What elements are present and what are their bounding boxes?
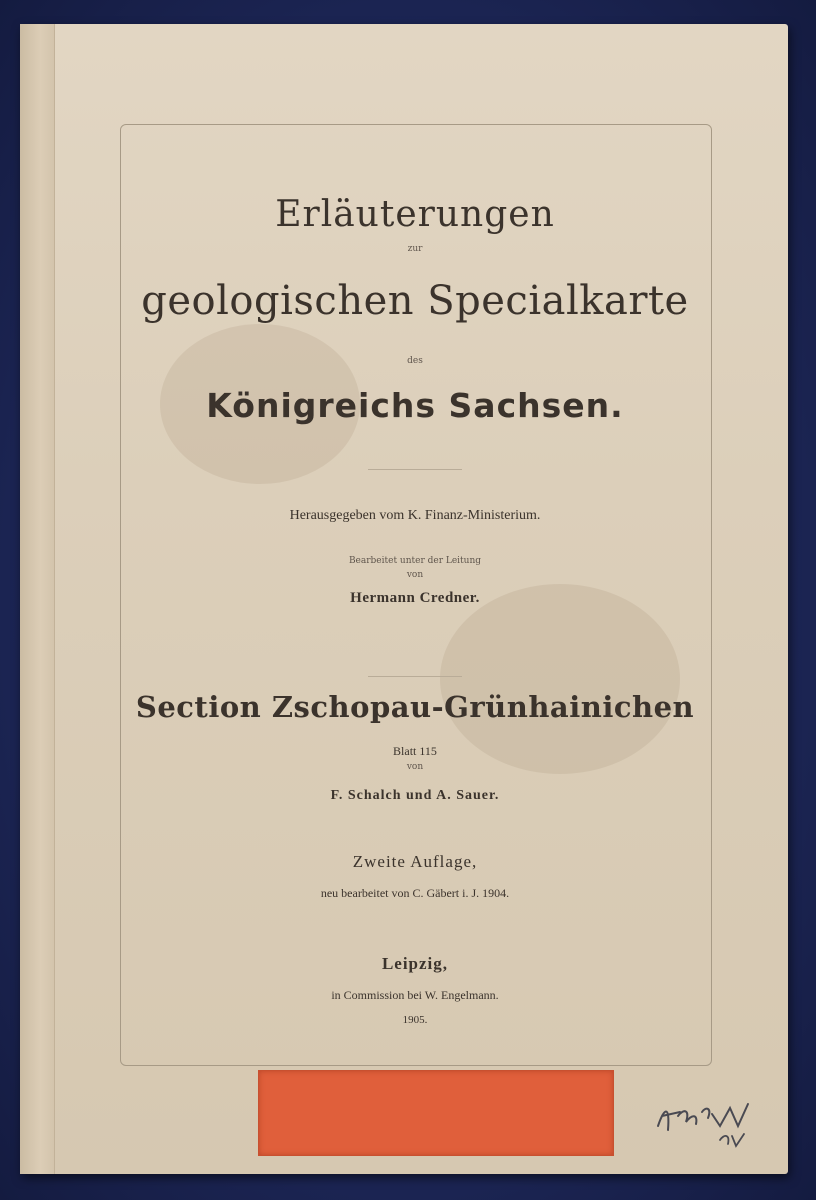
divider-rule [368, 676, 462, 677]
section-title: Section Zschopau-Grünhainichen [135, 690, 695, 724]
publication-year: 1905. [402, 1014, 428, 1026]
director-name: Hermann Credner. [350, 590, 480, 606]
sheet-number: Blatt 115 [393, 744, 437, 758]
edition-line: Zweite Auflage, [352, 852, 478, 871]
cover-subtitle: geologischen Specialkarte [141, 278, 689, 324]
cover-kingdom: Königreichs Sachsen. [206, 386, 624, 425]
commission-line: in Commission bei W. Engelmann. [331, 988, 499, 1002]
cover-subtitle-des: des [407, 356, 423, 366]
edited-under-line: Bearbeitet unter der Leitung [348, 556, 482, 566]
cover-title-zur: zur [407, 244, 423, 254]
von-line: von [406, 762, 424, 772]
booklet-cover [20, 24, 788, 1174]
von-line: von [406, 570, 424, 580]
cover-text-block [120, 124, 710, 1064]
revision-line: neu bearbeitet von C. Gäbert i. J. 1904. [320, 886, 510, 900]
publication-city: Leipzig, [381, 954, 449, 973]
booklet-spine [20, 24, 55, 1174]
publisher-line: Herausgegeben vom K. Finanz-Ministerium. [289, 508, 541, 523]
divider-rule [368, 469, 462, 470]
orange-label-sticker [258, 1070, 614, 1156]
pencil-scribble-annotation [650, 1086, 760, 1156]
authors-line: F. Schalch und A. Sauer. [330, 788, 500, 803]
cover-title: Erläuterungen [275, 194, 555, 235]
